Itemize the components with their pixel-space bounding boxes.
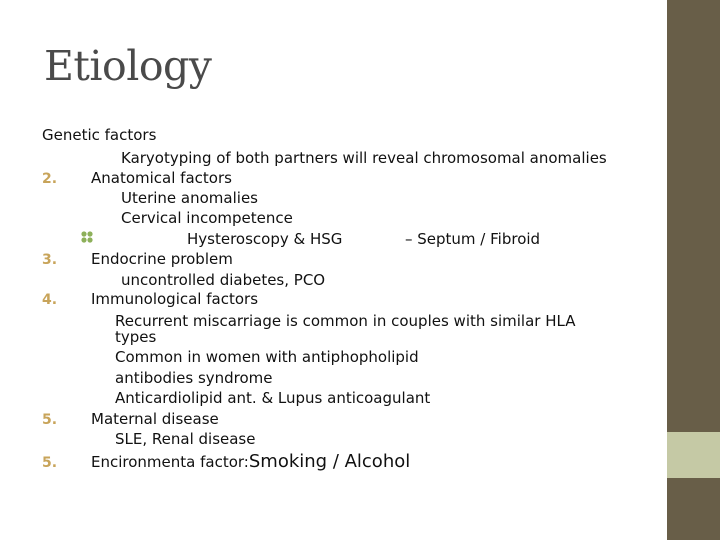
bullet-diamond-icon [80,230,94,248]
antiphospholipid-text-cont: antibodies syndrome [115,369,273,387]
item-number-maternal: 5. [42,412,58,428]
antiphospholipid-text: Common in women with antiphopholipid [115,348,419,366]
maternal-disease-heading: Maternal disease [91,410,219,428]
sidebar-dark-block [667,0,720,432]
item-number-anatomical: 2. [42,171,58,187]
sidebar-dark-block-bottom [667,478,720,540]
cervical-incompetence-text: Cervical incompetence [121,209,293,227]
diabetes-pco-text: uncontrolled diabetes, PCO [121,271,326,289]
item-number-endocrine: 3. [42,252,58,268]
item-number-immunological: 4. [42,292,58,308]
anatomical-factors-heading: Anatomical factors [91,169,232,187]
endocrine-problem-heading: Endocrine problem [91,250,233,268]
immunological-factors-heading: Immunological factors [91,290,259,308]
recurrent-miscarriage-text-cont: types [115,328,157,346]
slide-title: Etiology [44,42,212,90]
diamond-bullet-icon [80,230,94,244]
sidebar-light-block [667,432,720,478]
anticardiolipid-text: Anticardiolipid ant. & Lupus anticoagulant [115,389,431,407]
genetic-factors-heading: Genetic factors [42,126,157,144]
environmental-factor-label: Encironmenta factor: [91,453,249,471]
environmental-factor-line [91,453,410,471]
karyotyping-text: Karyotyping of both partners will reveal chromosomal anomalies [121,149,607,167]
recurrent-miscarriage-text: Recurrent miscarriage is common in couples with similar HLA [115,312,576,330]
hysteroscopy-text: Hysteroscopy & HSG [187,230,343,248]
sle-renal-text: SLE, Renal disease [115,430,256,448]
septum-fibroid-text: – Septum / Fibroid [405,230,541,248]
smoking-alcohol-text: Smoking / Alcohol [248,451,411,472]
item-number-environmental: 5. [42,455,58,471]
uterine-anomalies-text: Uterine anomalies [121,189,258,207]
decorative-sidebar [667,0,720,540]
